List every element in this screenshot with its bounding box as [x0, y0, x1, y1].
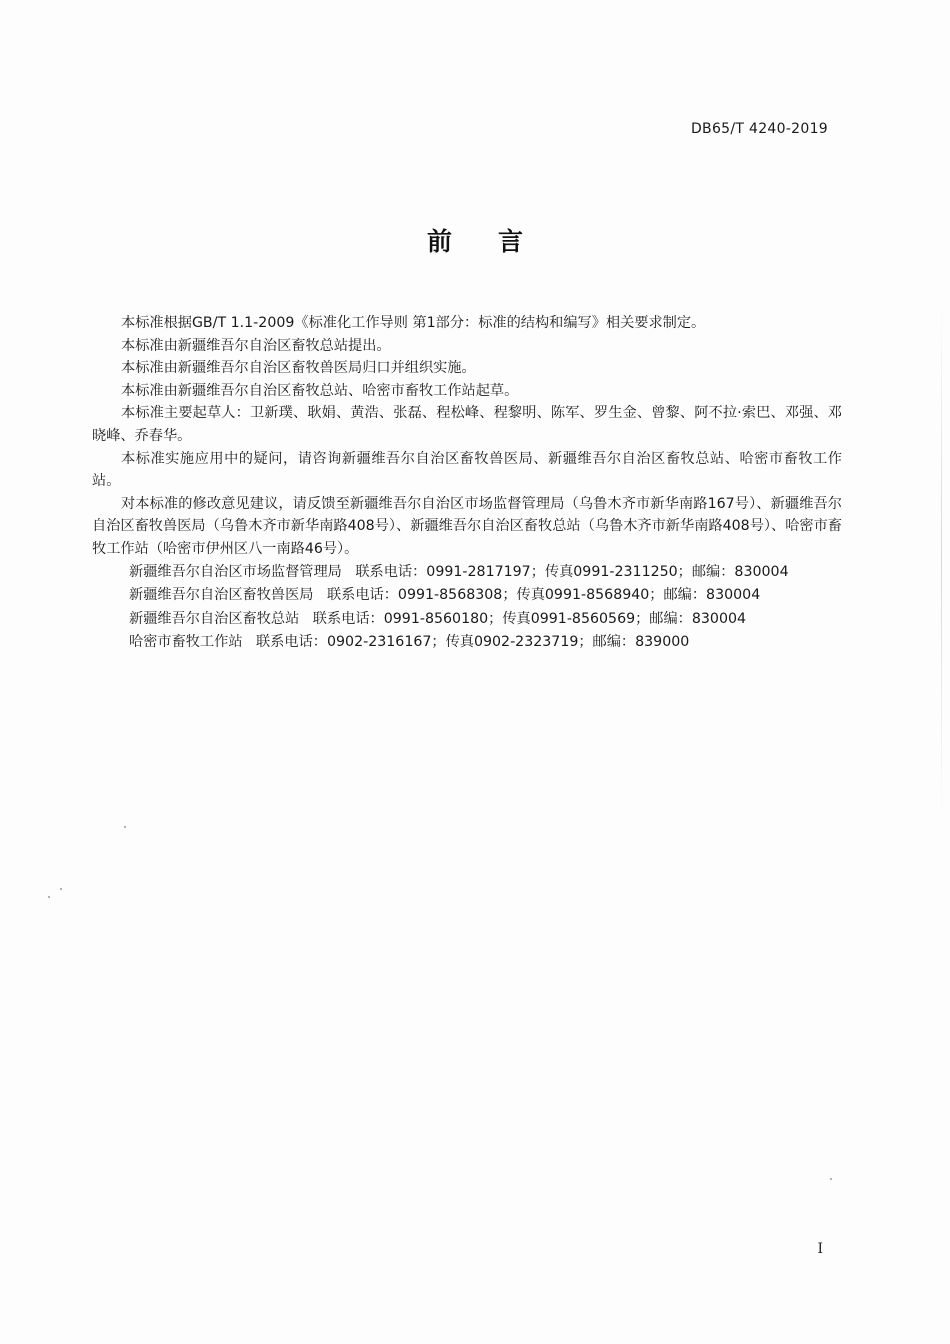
paragraph-inquiries: 本标准实施应用中的疑问，请咨询新疆维吾尔自治区畜牧兽医局、新疆维吾尔自治区畜牧总站、哈密市畜牧工作站。 [92, 450, 842, 490]
foreword-body [92, 312, 842, 655]
paragraph-feedback: 对本标准的修改意见建议，请反馈至新疆维吾尔自治区市场监督管理局（乌鲁木齐市新华南路167号）、新疆维吾尔自治区畜牧兽医局（乌鲁木齐市新华南路408号）、新疆维吾尔自治区畜牧总站（乌鲁木齐市新华南路408号）、哈密市畜牧工作站（哈密市伊州区八一南路46号）。 [92, 495, 842, 557]
scan-speck [60, 888, 62, 890]
paragraph-drafting-units: 本标准由新疆维吾尔自治区畜牧总站、哈密市畜牧工作站起草。 [121, 382, 519, 399]
contact-line [92, 608, 842, 632]
contact-org: 新疆维吾尔自治区畜牧兽医局 [129, 587, 314, 604]
scan-edge-shadow [941, 300, 942, 820]
contact-org: 新疆维吾尔自治区市场监督管理局 [129, 563, 342, 580]
standard-code: DB65/T 4240-2019 [690, 121, 828, 137]
page-title: 前言 [426, 227, 569, 256]
paragraph-proposer: 本标准由新疆维吾尔自治区畜牧总站提出。 [121, 337, 391, 354]
scan-speck [830, 1178, 832, 1180]
page-number: I [817, 1241, 823, 1257]
contact-line [92, 561, 842, 585]
contact-details: 联系电话：0991-8568308；传真0991-8568940；邮编：830004 [326, 587, 761, 604]
contact-line [92, 631, 842, 655]
contact-details: 联系电话：0902-2316167；传真0902-2323719；邮编：839000 [256, 634, 690, 651]
contact-org: 哈密市畜牧工作站 [129, 634, 243, 651]
contact-org: 新疆维吾尔自治区畜牧总站 [129, 610, 300, 627]
contact-details: 联系电话：0991-2817197；传真0991-2311250；邮编：830004 [355, 563, 789, 580]
contact-line [92, 584, 842, 608]
scan-speck [48, 896, 50, 898]
paragraph-basis: 本标准根据GB/T 1.1-2009《标准化工作导则 第1部分：标准的结构和编写》相关要求制定。 [121, 315, 706, 331]
paragraph-drafters: 本标准主要起草人：卫新璞、耿娟、黄浩、张磊、程松峰、程黎明、陈军、罗生金、曾黎、阿不拉·索巴、邓强、邓晓峰、乔春华。 [92, 405, 842, 444]
scan-speck [124, 826, 126, 828]
contact-details: 联系电话：0991-8560180；传真0991-8560569；邮编：830004 [312, 610, 747, 627]
paragraph-administrator: 本标准由新疆维吾尔自治区畜牧兽医局归口并组织实施。 [121, 360, 476, 377]
